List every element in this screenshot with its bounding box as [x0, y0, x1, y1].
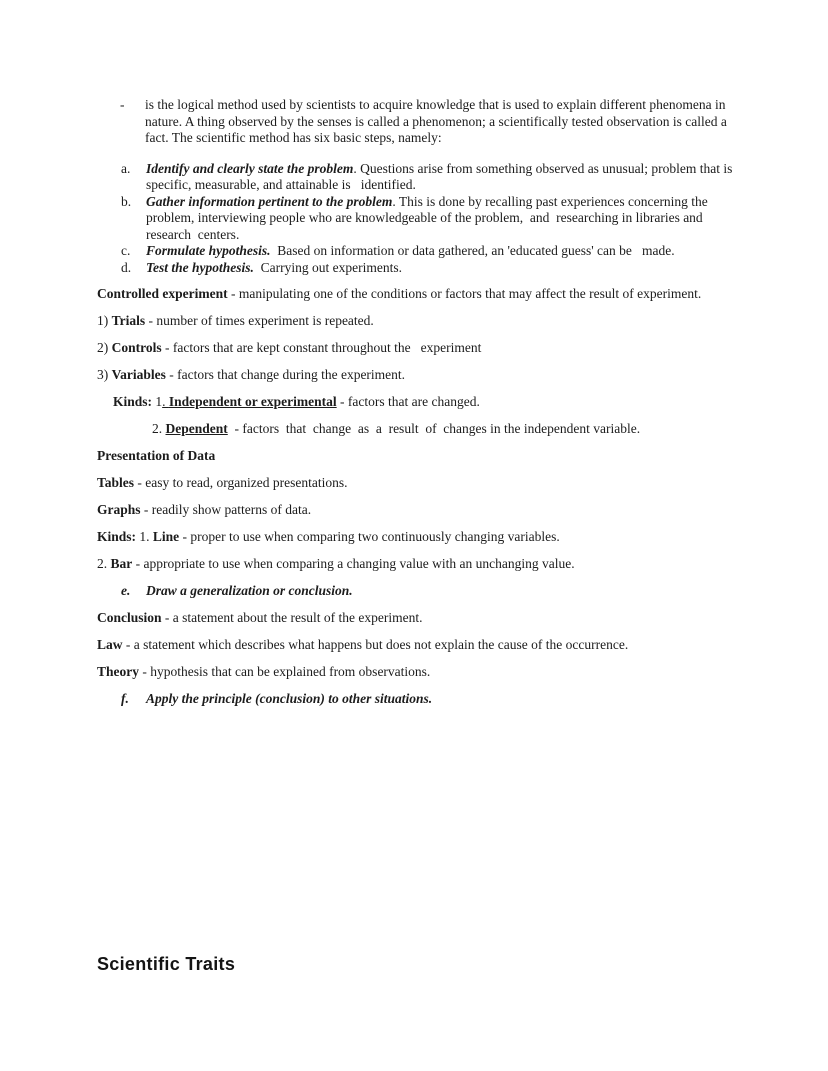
kinds-number: 1.	[139, 529, 153, 544]
kinds-of-graphs-line1	[97, 529, 737, 546]
kinds-dot: .	[162, 394, 169, 409]
step-text: Apply the principle (conclusion) to other situations.	[146, 691, 433, 706]
definition-number: 2)	[97, 340, 112, 355]
definition-text: - a statement about the result of the experiment.	[161, 610, 423, 625]
definition-number: 3)	[97, 367, 112, 382]
definition-conclusion	[97, 610, 737, 627]
step-marker: e.	[121, 583, 131, 598]
step-term: Formulate hypothesis.	[146, 243, 271, 258]
definition-term: Controls	[111, 340, 162, 355]
kinds-text: - proper to use when comparing two continuously changing variables.	[179, 529, 560, 544]
step-text	[146, 161, 737, 194]
definition-text: - number of times experiment is repeated.	[145, 313, 374, 328]
step-term: Test the hypothesis.	[146, 259, 254, 275]
kinds-number: 2.	[97, 556, 111, 571]
intro-text: is the logical method used by scientists to acquire knowledge that is used to explain different phenomena in nature. A thing observed by the senses is called a phenomenon; a scientifically tested observation is called a fact. The scientific method has six basic steps, namely:	[145, 97, 731, 145]
definition-graphs	[97, 502, 737, 519]
step-item-b	[97, 194, 737, 244]
definition-text: - readily show patterns of data.	[140, 502, 312, 517]
step-item-f	[97, 691, 737, 708]
definition-tables	[97, 475, 737, 492]
step-marker: b.	[121, 193, 132, 209]
step-text	[146, 194, 737, 244]
kinds-number: 2.	[152, 421, 166, 436]
step-item-e	[97, 583, 737, 600]
definition-variables	[97, 367, 737, 384]
step-marker: c.	[121, 243, 131, 258]
kinds-text: - appropriate to use when comparing a changing value with an unchanging value.	[132, 556, 575, 571]
kinds-label: Kinds:	[97, 529, 140, 544]
kinds-of-variables-line2	[152, 421, 737, 438]
step-item-c	[97, 243, 737, 260]
definition-term: Tables	[97, 475, 135, 490]
definition-text: - easy to read, organized presentations.	[134, 475, 348, 490]
definition-term: Controlled experiment	[97, 286, 228, 301]
kinds-term: Line	[152, 529, 180, 544]
step-marker: f.	[121, 691, 129, 706]
definition-trials	[97, 313, 737, 330]
step-rest: . This is done by recalling past experiences concerning the problem, interviewing people who are knowledgeable of the problem, and researching in libraries and research centers.	[146, 193, 712, 242]
definition-term: Conclusion	[97, 610, 162, 625]
definition-term: Trials	[111, 313, 146, 328]
kinds-underlined	[162, 394, 337, 409]
definition-text: - factors that change during the experiment.	[165, 367, 406, 382]
definition-text: - manipulating one of the conditions or factors that may affect the result of experiment.	[227, 286, 702, 301]
step-text	[146, 260, 737, 277]
definition-theory	[97, 664, 737, 681]
kinds-text: - factors that change as a result of changes in the independent variable.	[227, 421, 641, 436]
intro-bullet	[97, 97, 737, 147]
definition-term: Theory	[97, 664, 139, 679]
step-rest: Based on information or data gathered, an 'educated guess' can be made.	[270, 243, 675, 258]
bullet-dash: -	[120, 97, 125, 112]
definition-term: Graphs	[97, 502, 141, 517]
step-rest: Carrying out experiments.	[253, 259, 402, 275]
kinds-term: Bar	[110, 556, 133, 571]
definition-law	[97, 637, 737, 654]
step-item-d	[97, 260, 737, 277]
step-text	[146, 243, 737, 260]
scientific-traits-heading: Scientific Traits	[97, 953, 236, 974]
definition-number: 1)	[97, 313, 112, 328]
kinds-of-variables-line1	[113, 394, 737, 411]
step-marker: d.	[121, 259, 132, 275]
step-rest: . Questions arise from something observed as unusual; problem that is specific, measurable, and attainable is identified.	[146, 160, 736, 192]
definition-text: - a statement which describes what happens but does not explain the cause of the occurrence.	[122, 637, 629, 652]
definition-text: - factors that are kept constant throughout the experiment	[161, 340, 482, 355]
step-item-a	[97, 161, 737, 194]
step-marker: a.	[121, 160, 131, 176]
kinds-number: 1	[155, 394, 163, 409]
definition-text: - hypothesis that can be explained from observations.	[139, 664, 431, 679]
document-content	[97, 97, 737, 975]
step-term: Identify and clearly state the problem	[146, 160, 354, 176]
step-term: Gather information pertinent to the problem	[146, 193, 393, 209]
presentation-of-data-heading: Presentation of Data	[97, 448, 216, 463]
definition-term: Variables	[111, 367, 166, 382]
scientific-method-steps-list	[97, 161, 737, 277]
kinds-label: Kinds:	[113, 394, 156, 409]
kinds-of-graphs-line2	[97, 556, 737, 573]
definition-controls	[97, 340, 737, 357]
kinds-text: - factors that are changed.	[336, 394, 480, 409]
definition-controlled-experiment	[97, 286, 737, 303]
kinds-term: Independent or experimental	[168, 394, 337, 409]
kinds-term: Dependent	[165, 421, 228, 436]
step-text: Draw a generalization or conclusion.	[146, 583, 353, 598]
definition-term: Law	[97, 637, 123, 652]
